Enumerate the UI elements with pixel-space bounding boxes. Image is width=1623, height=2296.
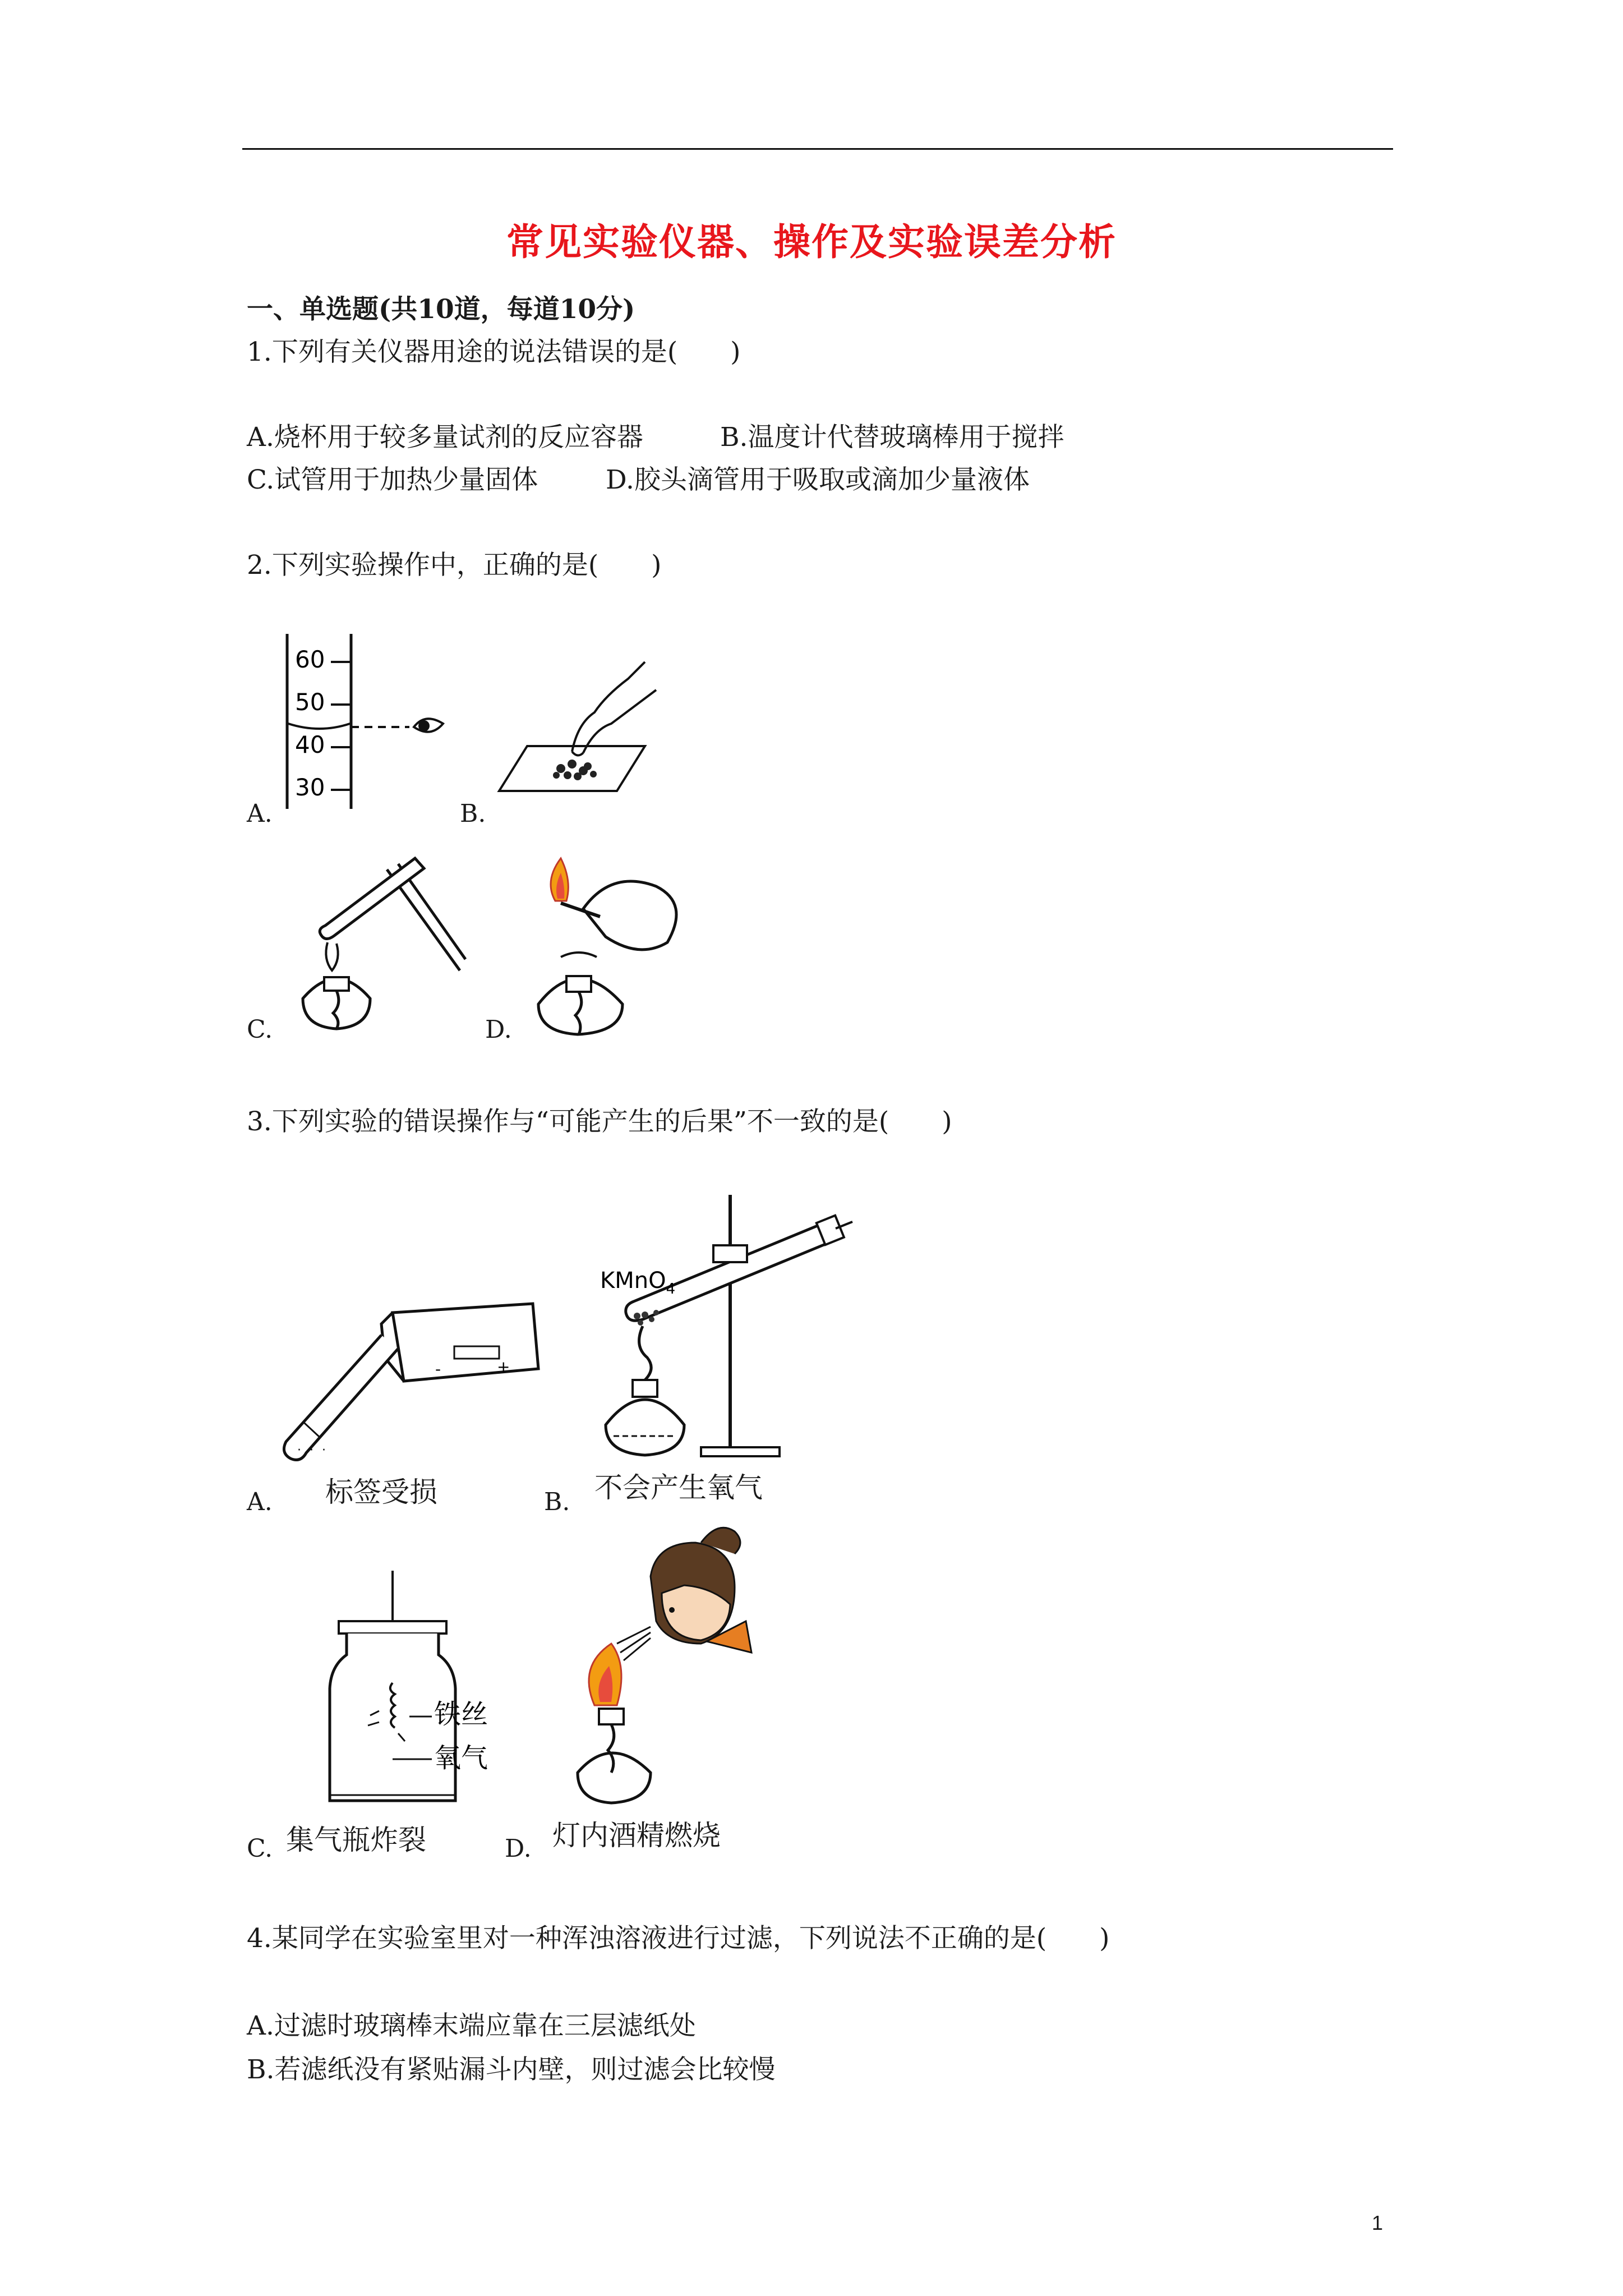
q3-label-c: C. [247,1834,273,1863]
kmno4-heating-figure [589,1189,858,1470]
cylinder-mark-60: 60 [295,646,325,673]
lighting-lamp-with-lamp-figure [527,847,695,1038]
q3-label-a: A. [247,1488,273,1516]
question-2-stem: 2.下列实验操作中，正确的是( ) [247,550,662,581]
oxygen-label: 氧气 [434,1742,488,1774]
student-head-icon [651,1527,751,1653]
heating-test-tube-figure [292,847,471,1038]
graduated-cylinder-reading-figure [275,634,454,813]
question-3-stem: 3.下列实验的错误操作与“可能产生的后果”不一致的是( ) [247,1106,952,1137]
question-4-stem: 4.某同学在实验室里对一种浑浊溶液进行过滤，下列说法不正确的是( ) [247,1923,1110,1954]
q3-caption-b: 不会产生氧气 [594,1471,763,1504]
q2-label-d: D. [485,1015,512,1044]
q2-label-b: B. [460,799,486,828]
weigh-solid-by-hand-figure [494,656,662,797]
q4-option-a: A.过滤时玻璃棒末端应靠在三层滤纸处 [247,2010,696,2041]
q4-option-b: B.若滤纸没有紧贴漏斗内壁，则过滤会比较慢 [247,2054,776,2085]
cylinder-mark-40: 40 [295,731,325,758]
svg-text:· · ·: · · · [297,1443,328,1457]
q3-label-d: D. [505,1834,532,1863]
pouring-liquid-figure [275,1290,544,1481]
blowing-out-lamp-figure [566,1520,768,1812]
kmno4-label: KMnO$_4$ [600,1268,676,1297]
q3-caption-a: 标签受损 [325,1476,437,1508]
page-number: 1 [1372,2211,1384,2234]
q1-option-a: A.烧杯用于较多量试剂的反应容器 [247,422,643,453]
section-heading: 一、单选题(共10道，每道10分) [247,294,635,325]
q2-label-a: A. [247,799,273,828]
eye-icon [414,719,443,731]
page-title: 常见实验仪器、操作及实验误差分析 [506,220,1117,264]
q3-caption-d: 灯内酒精燃烧 [552,1819,721,1852]
cylinder-mark-30: 30 [295,774,325,801]
svg-text:+: + [497,1358,510,1376]
q1-option-c: C.试管用于加热少量固体 [247,464,538,495]
q3-label-b: B. [544,1488,570,1516]
cylinder-mark-50: 50 [295,688,325,716]
svg-text:-: - [435,1360,441,1378]
iron-wire-in-oxygen-figure [314,1571,527,1812]
question-1-stem: 1.下列有关仪器用途的说法错误的是( ) [247,337,741,367]
q1-option-b: B.温度计代替玻璃棒用于搅拌 [720,422,1064,453]
iron-wire-label: 铁丝 [434,1699,488,1730]
header-rule [242,148,1393,150]
q3-caption-c: 集气瓶炸裂 [286,1824,426,1856]
q2-label-c: C. [247,1015,273,1044]
q1-option-d: D.胶头滴管用于吸取或滴加少量液体 [606,464,1030,495]
